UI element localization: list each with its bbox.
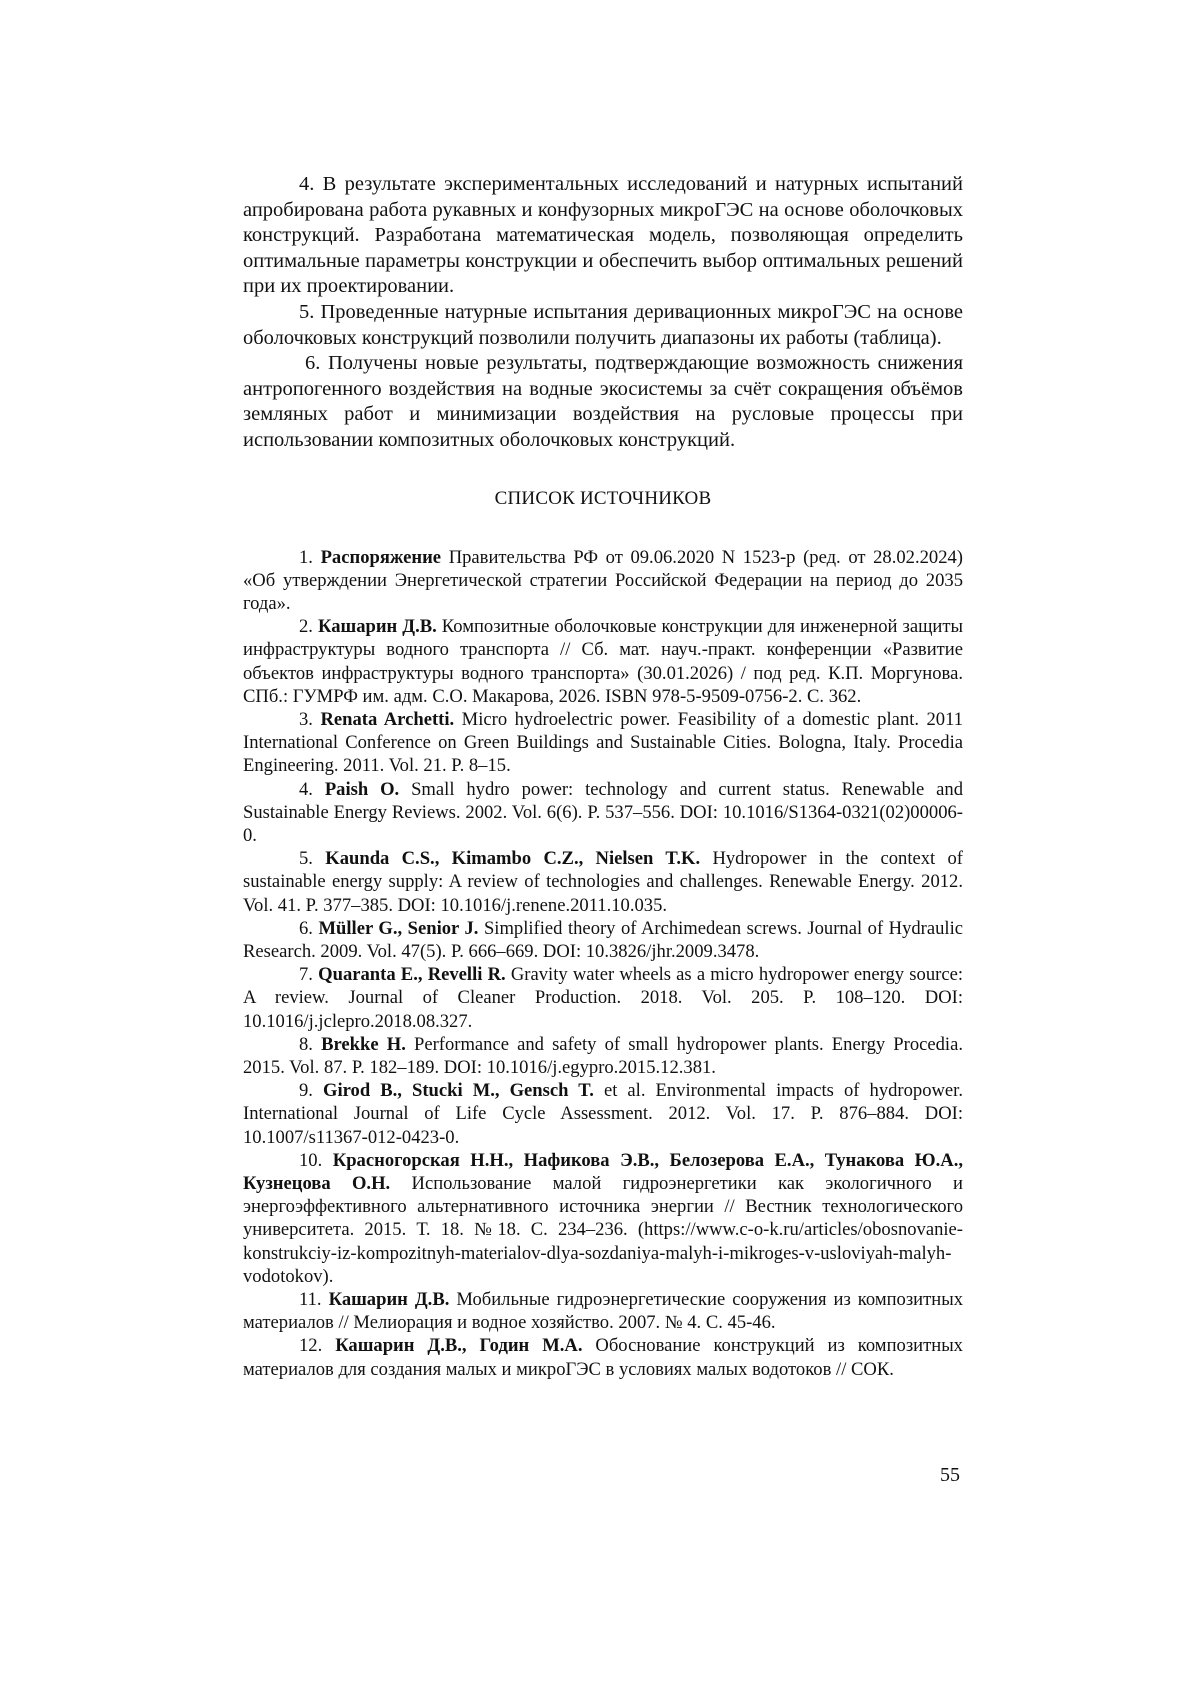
reference-number: 8.	[299, 1033, 313, 1055]
reference-authors: Müller G., Senior J.	[318, 917, 479, 939]
references-heading: СПИСОК ИСТОЧНИКОВ	[494, 487, 712, 509]
reference-item	[243, 1033, 963, 1079]
reference-number: 1.	[299, 546, 313, 568]
reference-item	[243, 917, 963, 963]
reference-authors: Кашарин Д.В.	[317, 616, 437, 638]
reference-text: Правительства РФ от 09.06.2020 N 1523-р (ред. от 28.02.2024) «Об утверждении Энергетической стратегии Российской Федерации на период до 2035 года».	[243, 546, 963, 614]
reference-authors: Quaranta E., Revelli R.	[318, 964, 506, 986]
references-list	[243, 546, 963, 1381]
reference-number: 11.	[299, 1289, 322, 1311]
reference-text: Performance and safety of small hydropower plants. Energy Procedia. 2015. Vol. 87. P. 182–189. DOI: 10.1016/j.egypro.2015.12.381.	[243, 1033, 963, 1078]
reference-text: Small hydro power: technology and current status. Renewable and Sustainable Energy Reviews. 2002. Vol. 6(6). P. 537–556. DOI: 10.1016/S1364-0321(02)00006-0.	[243, 778, 963, 846]
reference-number: 4.	[299, 778, 313, 800]
reference-authors: Кашарин Д.В., Годин М.А.	[335, 1335, 583, 1357]
reference-number: 9.	[299, 1080, 313, 1102]
reference-number: 3.	[299, 708, 313, 730]
reference-item	[243, 546, 963, 616]
reference-item	[243, 1149, 963, 1288]
reference-text: Обоснование конструкций из композитных материалов для создания малых и микроГЭС в условиях малых водотоков // СОК.	[243, 1335, 963, 1380]
reference-number: 6.	[299, 917, 313, 939]
conclusion-paragraph-6: 6. Получены новые результаты, подтверждающие возможность снижения антропогенного воздействия на водные экосистемы за счёт сокращения объёмов земляных работ и минимизации воздействия на русловые процессы при использовании композитных оболочковых конструкций.	[243, 352, 963, 451]
reference-number: 10.	[299, 1149, 323, 1171]
reference-number: 7.	[299, 964, 313, 986]
conclusion-paragraph-5: 5. Проведенные натурные испытания деривационных микроГЭС на основе оболочковых конструкций позволили получить диапазоны их работы (таблица).	[243, 300, 963, 349]
reference-text: et al. Environmental impacts of hydropower. International Journal of Life Cycle Assessment. 2012. Vol. 17. P. 876–884. DOI: 10.1007/s11367-012-0423-0.	[243, 1080, 963, 1148]
reference-item	[243, 847, 963, 917]
reference-text: Композитные оболочковые конструкции для инженерной защиты инфраструктуры водного транспорта // Сб. мат. науч.-практ. конференции «Развитие объектов инфраструктуры водного транспорта» (30.01.2026) / под ред. К.П. Моргунова. СПб.: ГУМРФ им. адм. С.О. Макарова, 2026. ISBN 978-5-9509-0756-2. С. 362.	[243, 616, 963, 707]
conclusions-section	[243, 172, 963, 454]
reference-item	[243, 1079, 963, 1149]
reference-text: Использование малой гидроэнергетики как экологичного и энергоэффективного альтернативного источника энергии // Вестник технологического университета. 2015. Т. 18. №18. С. 234–236. (https://www.c-o-k.ru/articles/obosnovanie-konstrukciy-iz-kompozitnyh-materialov-dlya-sozdaniya-malyh-i-mikroges-v-usloviyah-malyh-vodotokov).	[243, 1173, 963, 1287]
reference-number: 12.	[299, 1335, 323, 1357]
reference-text: Simplified theory of Archimedean screws. Journal of Hydraulic Research. 2009. Vol. 47(5). P. 666–669. DOI: 10.3826/jhr.2009.3478.	[243, 917, 963, 962]
reference-authors: Girod B., Stucki M., Gensch T.	[323, 1080, 594, 1102]
reference-item	[243, 1288, 963, 1334]
reference-authors: Красногорская Н.Н., Нафикова Э.В., Белозерова Е.А., Тунакова Ю.А., Кузнецова О.Н.	[243, 1149, 963, 1195]
reference-item	[243, 963, 963, 1033]
reference-number: 2.	[299, 616, 313, 638]
reference-item	[243, 708, 963, 778]
reference-text: Micro hydroelectric power. Feasibility of a domestic plant. 2011 International Conference on Green Buildings and Sustainable Cities. Bologna, Italy. Procedia Engineering. 2011. Vol. 21. P. 8–15.	[243, 708, 964, 777]
page-body	[243, 172, 963, 1381]
reference-authors: Brekke H.	[321, 1033, 406, 1055]
reference-authors: Renata Archetti.	[320, 708, 455, 730]
reference-number: 5.	[299, 848, 313, 870]
page-number: 55	[940, 1464, 960, 1486]
reference-authors: Kaunda C.S., Kimambo C.Z., Nielsen T.K.	[325, 848, 701, 870]
reference-text: Мобильные гидроэнергетические сооружения из композитных материалов // Мелиорация и водное хозяйство. 2007. № 4. С. 45-46.	[243, 1289, 964, 1334]
reference-authors: Распоряжение	[320, 546, 442, 568]
conclusion-paragraph-4: 4. В результате экспериментальных исследований и натурных испытаний апробирована работа рукавных и конфузорных микроГЭС на основе оболочковых конструкций. Разработана математическая модель, позволяющая определить оптимальные параметры конструкции и обеспечить выбор оптимальных решений при их проектировании.	[243, 173, 963, 298]
reference-authors: Кашарин Д.В.	[328, 1289, 450, 1311]
reference-text: Hydropower in the context of sustainable energy supply: A review of technologies and challenges. Renewable Energy. 2012. Vol. 41. P. 377–385. DOI: 10.1016/j.renene.2011.10.035.	[243, 848, 963, 916]
reference-item	[243, 1334, 963, 1380]
reference-text: Gravity water wheels as a micro hydropower energy source: A review. Journal of Cleaner Production. 2018. Vol. 205. P. 108–120. DOI: 10.1016/j.jclepro.2018.08.327.	[243, 964, 963, 1032]
reference-item	[243, 778, 963, 848]
reference-item	[243, 615, 963, 708]
reference-authors: Paish O.	[324, 778, 400, 800]
